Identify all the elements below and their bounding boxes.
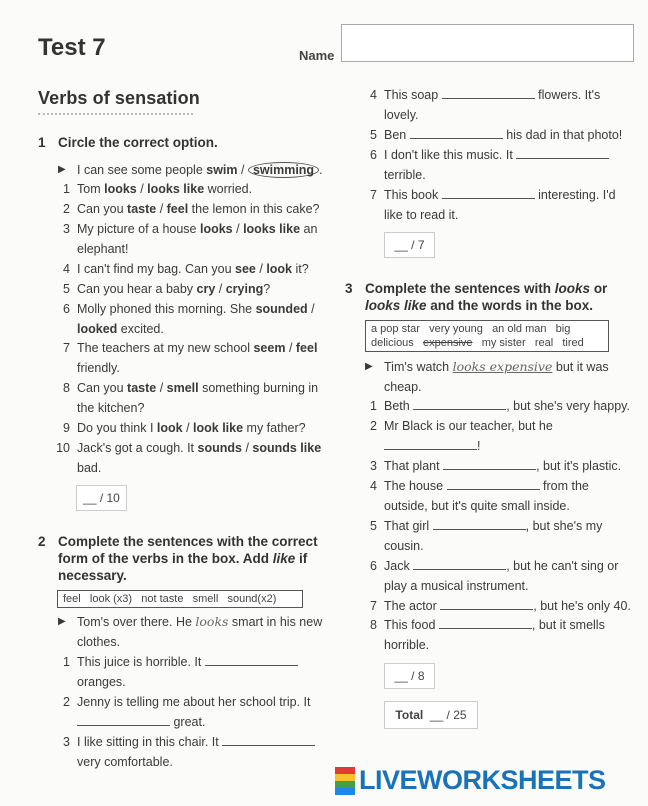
ex3-item: 6 Jack , but he can't sing or play a musical instrument. [370, 559, 619, 593]
ex3-score: __ / 8 [384, 663, 435, 689]
option-b[interactable]: looked [77, 322, 118, 336]
option-a[interactable]: look [156, 421, 183, 435]
ex1-item: 1 Tom looks / looks like worried. [63, 182, 253, 196]
ex1-item: 2 Can you taste / feel the lemon in this cake? [63, 202, 320, 216]
ex1-item: 6 Molly phoned this morning. She sounded / looked excited. [63, 302, 315, 336]
answer-blank[interactable] [413, 397, 506, 410]
answer-blank[interactable] [222, 733, 315, 746]
answer-blank[interactable] [413, 557, 506, 570]
ex3-item: 4 The house from the outside, but it's quite small inside. [370, 479, 589, 513]
option-a[interactable]: cry [196, 282, 216, 296]
ex1-item: 4 I can't find my bag. Can you see / look it? [63, 262, 309, 276]
option-b[interactable]: feel [295, 341, 318, 355]
option-a[interactable]: see [235, 262, 256, 276]
ex3-item: 8 This food , but it smells horrible. [370, 618, 605, 652]
option-a[interactable]: sounds [197, 441, 242, 455]
answer-blank[interactable] [433, 517, 526, 530]
ex1-score: __ / 10 [76, 485, 127, 511]
answer-blank[interactable] [384, 437, 477, 450]
ex1-item: 3 My picture of a house looks / looks like an elephant! [63, 222, 318, 256]
word-box: feel look (x3) not taste smell sound(x2) [57, 590, 303, 608]
example-answer: looks [195, 614, 229, 629]
ex3-item: 7 The actor , but he's only 40. [370, 599, 631, 613]
ex2-item: 6 I don't like this music. It terrible. [384, 145, 609, 185]
answer-blank[interactable] [205, 653, 298, 666]
ex2-item: 7 This book interesting. I'd like to read it. [370, 188, 616, 222]
ex1-item: 9 Do you think I look / look like my father? [63, 421, 306, 435]
answer-blank[interactable] [442, 86, 535, 99]
example-answer: looks expensive [452, 359, 553, 374]
answer-blank[interactable] [443, 457, 536, 470]
option-a[interactable]: sounded [255, 302, 308, 316]
option-b[interactable]: sounds like [252, 441, 322, 455]
answer-blank[interactable] [442, 186, 535, 199]
ex1-item: 10 Jack's got a cough. It sounds / sounds like bad. [56, 441, 322, 475]
answer-blank[interactable] [447, 477, 540, 490]
answer-blank[interactable] [516, 146, 609, 159]
ex3-item: 2 Mr Black is our teacher, but he ! [370, 419, 553, 453]
ex1-example: ▶ I can see some people swim / swimming . [58, 163, 323, 177]
option-a[interactable]: seem [253, 341, 286, 355]
ex2-item: 4 This soap flowers. It's lovely. [370, 88, 601, 122]
total-score: Total __ / 25 [384, 701, 478, 729]
ex1-item: 5 Can you hear a baby cry / crying? [63, 282, 271, 296]
ex1-item: 8 Can you taste / smell something burning in the kitchen? [63, 381, 319, 415]
option-b[interactable]: crying [225, 282, 264, 296]
option-b[interactable]: looks like [147, 182, 205, 196]
ex2-example: ▶ Tom's over there. He looks smart in his new clothes. [58, 614, 323, 649]
option-b[interactable]: smell [166, 381, 199, 395]
ex2-item: 5 Ben his dad in that photo! [370, 128, 623, 142]
name-field[interactable] [341, 24, 634, 62]
option-a[interactable]: taste [127, 202, 157, 216]
option-a[interactable]: taste [127, 381, 157, 395]
ex3-heading: 3 Complete the sentences with looks or looks like and the words in the box. [345, 281, 608, 313]
answer-blank[interactable] [77, 713, 170, 726]
page-title: Test 7 [38, 34, 106, 61]
ex1-heading: 1 Circle the correct option. [38, 135, 218, 150]
circled-answer: swimming [248, 162, 319, 178]
ex3-example: ▶ Tim's watch looks expensive but it was cheap. [365, 359, 609, 394]
ex3-item: 3 That plant , but it's plastic. [370, 459, 622, 473]
option-a[interactable]: looks [104, 182, 137, 196]
ex2-score: __ / 7 [384, 232, 435, 258]
ex2-item: 2 Jenny is telling me about her school trip. It great. [63, 695, 311, 729]
option-b[interactable]: look like [193, 421, 244, 435]
answer-blank[interactable] [439, 616, 532, 629]
ex1-item: 7 The teachers at my new school seem / feel friendly. [63, 341, 318, 375]
option-b[interactable]: looks like [243, 222, 301, 236]
answer-blank[interactable] [410, 126, 503, 139]
answer-blank[interactable] [440, 597, 533, 610]
ex2-heading: 2 Complete the sentences with the correct form of the verbs in the box. Add like if necessary. [38, 534, 318, 583]
option-a[interactable]: looks [199, 222, 233, 236]
section-heading: Verbs of sensation [38, 88, 200, 108]
ex3-item: 5 That girl , but she's my cousin. [370, 519, 603, 553]
option-b[interactable]: look [266, 262, 293, 276]
ex3-item: 1 Beth , but she's very happy. [370, 399, 630, 413]
ex2-item: 3 I like sitting in this chair. It very comfortable. [77, 732, 315, 772]
heading-underline [38, 113, 193, 115]
ex2-item: 1 This juice is horrible. It oranges. [77, 652, 298, 692]
option-b[interactable]: feel [166, 202, 189, 216]
logo-icon [335, 767, 355, 795]
word-box: a pop star very young an old man big delicious expensive my sister real tired [365, 320, 609, 352]
liveworksheets-logo: LIVEWORKSHEETS [335, 765, 606, 796]
name-label: Name [299, 48, 335, 63]
